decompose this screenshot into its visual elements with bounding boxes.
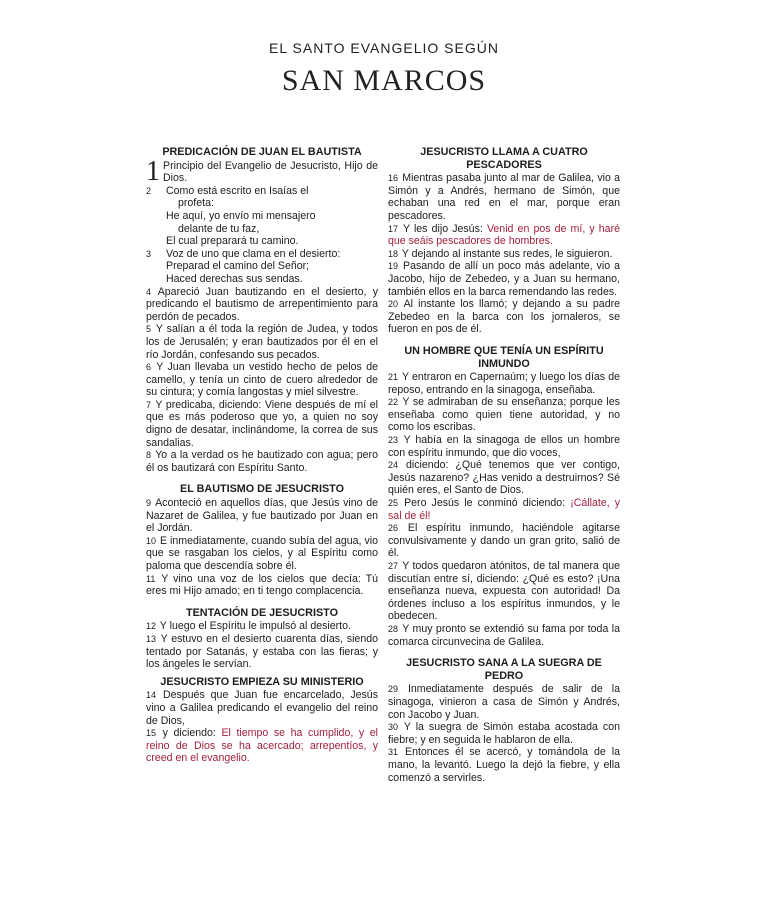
right-column [388,146,620,784]
left-column [146,146,378,765]
verse-25: 25 Pero Jesús le conminó diciendo: ¡Cállate, y sal de él! [388,497,620,522]
book-title: SAN MARCOS [281,64,487,97]
verse-27: 27 Y todos quedaron atónitos, de tal manera que discutían entre sí, diciendo: ¿Qué es esto? ¡Una enseñanza nueva, expuesta con autoridad! Da órdenes incluso a los espíritus inmundos, y le obedecen. [388,560,620,623]
verse-7: 7 Y predicaba, diciendo: Viene después de mí el que es más poderoso que yo, a quien no soy digno de desatar, inclinándome, la correa de sus sandalias. [146,398,378,449]
verse-26: 26 El espíritu inmundo, haciéndole agitarse convulsivamente y dando un gran grito, salió de él. [388,522,620,560]
verse-22: 22 Y se admiraban de su enseñanza; porque les enseñaba como quien tiene autoridad, y no como los escribas. [388,396,620,434]
verse-31: 31 Entonces él se acercó, y tomándola de la mano, la levantó. Luego la dejó la fiebre, y ella comenzó a servirles. [388,746,620,784]
verse-1: 1 Principio del Evangelio de Jesucristo, Hijo de Dios. [146,155,378,187]
words-of-jesus: ¡Cállate, y sal de él! [388,497,620,522]
section-heading: TENTACIÓN DE JESUCRISTO [186,606,338,619]
verse-28: 28 Y muy pronto se extendió su fama por toda la comarca circunvecina de Galilea. [388,622,620,648]
verse-10: 10 E inmediatamente, cuando subía del agua, vio que se rasgaban los cielos, y al Espíritu como paloma que descendía sobre él. [146,534,378,572]
words-of-jesus: Venid en pos de mí, y haré que seáis pescadores de hombres. [388,222,620,248]
verse-29: 29 Inmediatamente después de salir de la sinagoga, vinieron a casa de Simón y Andrés, con Jacobo y Juan. [388,683,620,721]
verse-23: 23 Y había en la sinagoga de ellos un hombre con espíritu inmundo, que dio voces, [388,434,620,459]
chapter-number: 1 [146,155,160,187]
book-subtitle: EL SANTO EVANGELIO SEGÚN [269,40,499,56]
verse-18: 18 Y dejando al instante sus redes, le siguieron. [388,247,613,260]
verse-16: 16 Mientras pasaba junto al mar de Galilea, vio a Simón y a Andrés, hermano de Simón, que echaban una red en el mar, porque eran pescadores. [388,172,620,222]
verse-30: 30 Y la suegra de Simón estaba acostada con fiebre; y en seguida le hablaron de ella. [388,721,620,746]
verse-14: 14 Después que Juan fue encarcelado, Jesús vino a Galilea predicando el evangelio del reino de Dios, [146,689,378,727]
section-heading: JESUCRISTO EMPIEZA SU MINISTERIO [160,675,364,688]
verse-12: 12 Y luego el Espíritu le impulsó al desierto. [146,620,351,633]
words-of-jesus: El tiempo se ha cumplido, y el reino de Dios se ha acercado; arrepentíos, y creed en el evangelio. [146,727,378,765]
verse-15: 15 y diciendo: El tiempo se ha cumplido, y el reino de Dios se ha acercado; arrepentíos, y creed en el evangelio. [146,727,378,765]
verse-17: 17 Y les dijo Jesús: Venid en pos de mí, y haré que seáis pescadores de hombres. [388,222,620,248]
verse-4: 4 Apareció Juan bautizando en el desierto, y predicando el bautismo de arrepentimiento para perdón de pecados. [146,285,378,323]
verse-3: 3 Voz de uno que clama en el desierto: Preparad el camino del Señor; Haced derechas sus sendas. [146,247,341,285]
verse-2: 2 Como está escrito en Isaías el profeta: He aquí, yo envío mi mensajero delante de tu faz, El cual preparará tu camino. [146,184,316,248]
verse-5: 5 Y salían a él toda la región de Judea, y todos los de Jerusalén; y eran bautizados por él en el río Jordán, confesando sus pecados. [146,323,378,361]
section-heading: JESUCRISTO LLAMA A CUATRO PESCADORES [420,146,588,171]
section-heading: JESUCRISTO SANA A LA SUEGRA DE PEDRO [406,657,602,682]
verse-9: 9 Aconteció en aquellos días, que Jesús vino de Nazaret de Galilea, y fue bautizado por Juan en el Jordán. [146,497,378,535]
verse-11: 11 Y vino una voz de los cielos que decía: Tú eres mi Hijo amado; en ti tengo complacencia. [146,572,378,598]
section-heading: EL BAUTISMO DE JESUCRISTO [180,483,344,496]
verse-21: 21 Y entraron en Capernaúm; y luego los días de reposo, entrando en la sinagoga, enseñaba. [388,371,620,396]
verse-6: 6 Y Juan llevaba un vestido hecho de pelos de camello, y tenía un cinto de cuero alrededor de su cintura; y comía langostas y miel silvestre. [146,361,378,399]
verse-20: 20 Al instante los llamó; y dejando a su padre Zebedeo en la barca con los jornaleros, se fueron en pos de él. [388,298,621,336]
section-heading: PREDICACIÓN DE JUAN EL BAUTISTA [162,146,362,158]
verse-13: 13 Y estuvo en el desierto cuarenta días, siendo tentado por Satanás, y estaba con las fieras; y los ángeles le servían. [146,632,378,671]
verse-24: 24 diciendo: ¿Qué tenemos que ver contigo, Jesús nazareno? ¿Has venido a destruirnos? Sé quién eres, el Santo de Dios. [388,459,620,497]
verse-19: 19 Pasando de allí un poco más adelante, vio a Jacobo, hijo de Zebedeo, y a Juan su hermano, también ellos en la barca remendando las redes. [388,260,620,298]
section-heading: UN HOMBRE QUE TENÍA UN ESPÍRITU INMUNDO [404,344,604,370]
verse-8: 8 Yo a la verdad os he bautizado con agua; pero él os bautizará con Espíritu Santo. [146,449,378,474]
